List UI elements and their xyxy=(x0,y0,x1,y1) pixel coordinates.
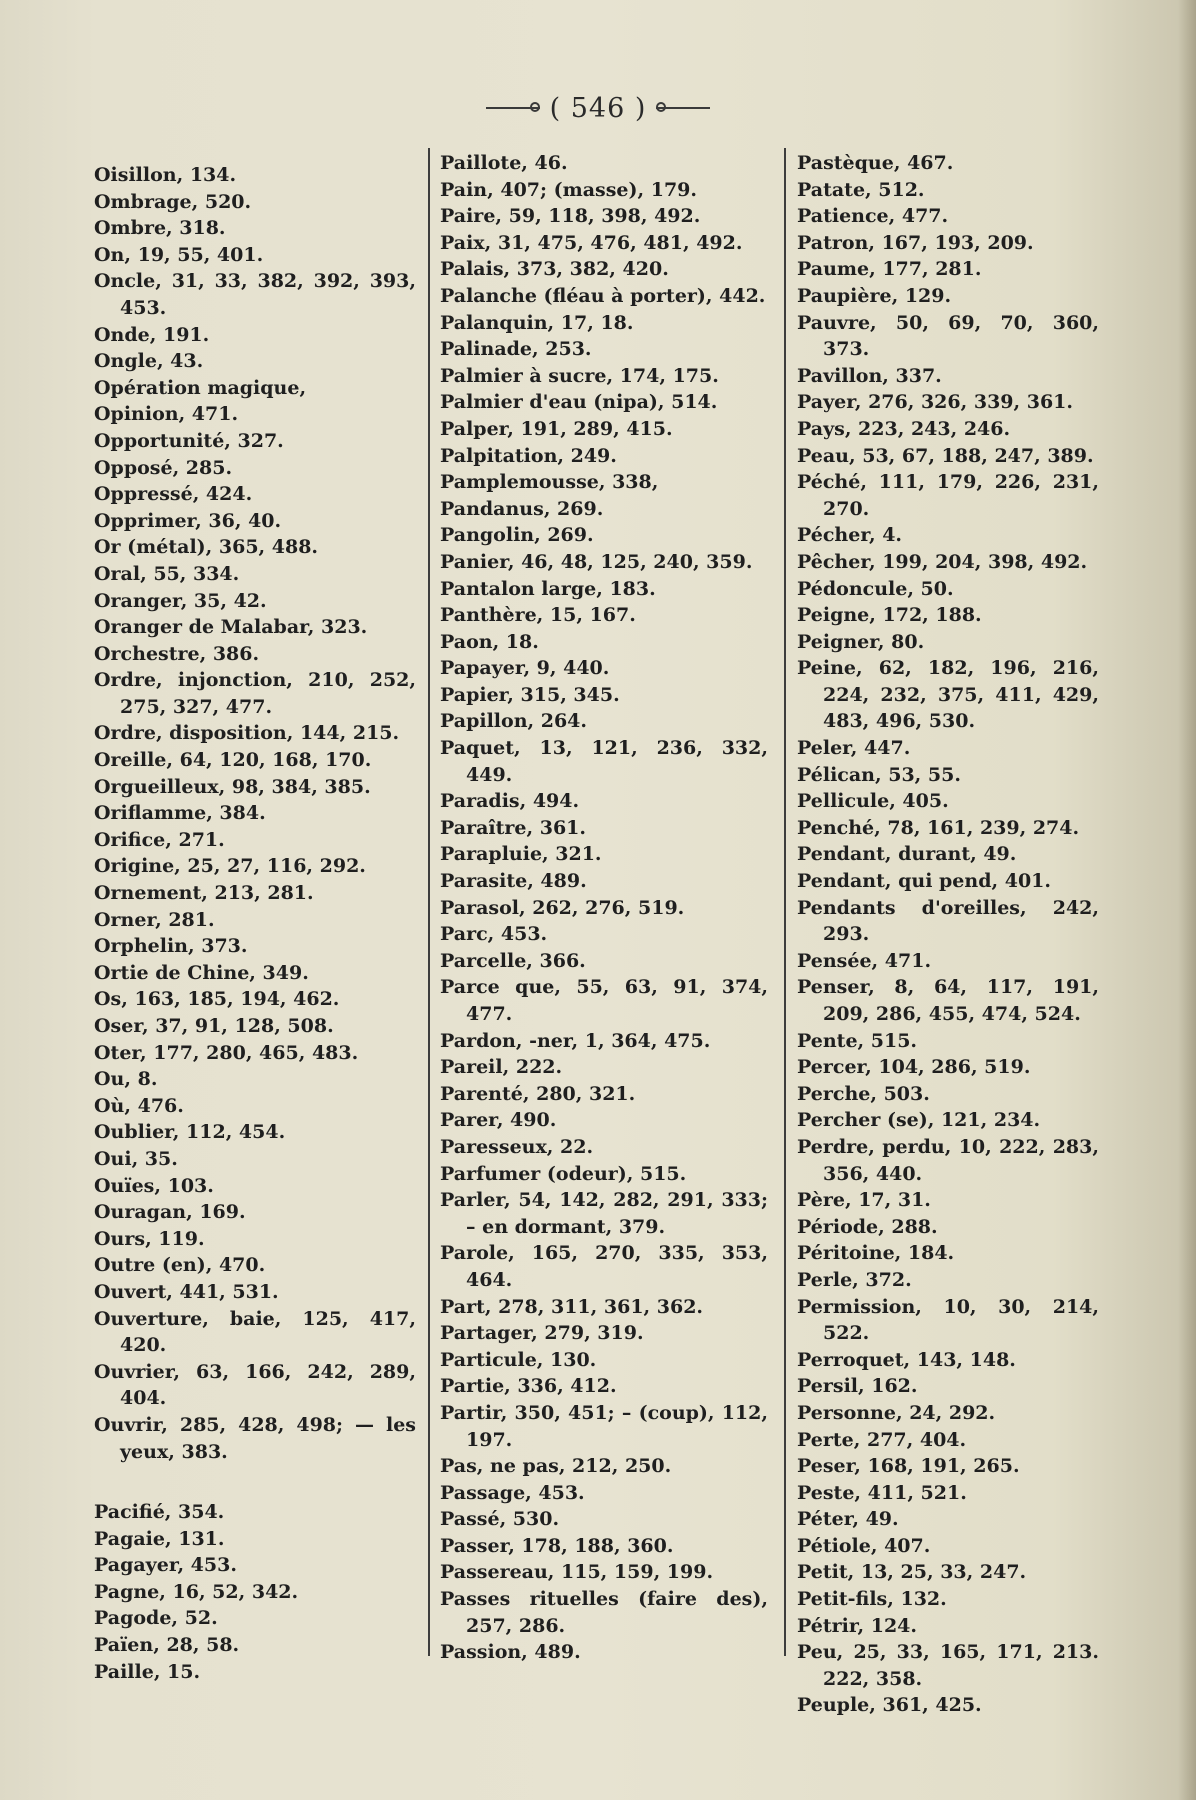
index-entry: Paresseux, 22. xyxy=(440,1135,594,1158)
index-entry: Ouïes, 103. xyxy=(94,1174,214,1197)
index-entry: Parfumer (odeur), 515. xyxy=(440,1162,687,1185)
index-column-2 xyxy=(440,150,768,1666)
index-entry: Paix, 31, 475, 476, 481, 492. xyxy=(440,231,743,254)
index-entry: Parler, 54, 142, 282, 291, 333; – en dormant, 379. xyxy=(440,1189,768,1238)
index-entry: Pas, ne pas, 212, 250. xyxy=(440,1455,672,1478)
index-entry: Peser, 168, 191, 265. xyxy=(797,1455,1020,1478)
index-entry: Péter, 49. xyxy=(797,1508,899,1531)
index-entry: Parapluie, 321. xyxy=(440,843,602,866)
index-entry: Paradis, 494. xyxy=(440,790,580,813)
index-entry: Oranger, 35, 42. xyxy=(94,589,267,612)
index-entry: Pensée, 471. xyxy=(797,949,932,972)
index-entry: Pastèque, 467. xyxy=(797,152,954,174)
index-entry: Palpitation, 249. xyxy=(440,444,617,467)
index-entry: Palinade, 253. xyxy=(440,338,592,361)
section-gap xyxy=(94,1465,416,1499)
index-entry: Palanche (fléau à porter), 442. xyxy=(440,284,766,307)
index-entry: Passer, 178, 188, 360. xyxy=(440,1534,674,1557)
index-entry: Pays, 223, 243, 246. xyxy=(797,417,1011,440)
index-entry: Peau, 53, 67, 188, 247, 389. xyxy=(797,444,1094,467)
index-entry: Pendants d'oreilles, 242, 293. xyxy=(797,896,1099,946)
index-entry: Oppressé, 424. xyxy=(94,483,253,506)
index-entry: Origine, 25, 27, 116, 292. xyxy=(94,855,366,878)
index-entry: Perte, 277, 404. xyxy=(797,1428,967,1451)
index-entry: Persil, 162. xyxy=(797,1375,918,1398)
index-entry: Passereau, 115, 159, 199. xyxy=(440,1561,714,1584)
index-entry: Ongle, 43. xyxy=(94,350,204,373)
index-entry: Petit, 13, 25, 33, 247. xyxy=(797,1561,1027,1584)
index-entry: Pantalon large, 183. xyxy=(440,577,656,600)
index-entry: Oter, 177, 280, 465, 483. xyxy=(94,1041,359,1064)
index-entry: Paon, 18. xyxy=(440,630,539,653)
index-entry: Pagaie, 131. xyxy=(94,1527,225,1550)
index-entry: Pendant, durant, 49. xyxy=(797,843,1017,866)
index-entry: Oranger de Malabar, 323. xyxy=(94,616,368,639)
index-entry: Orchestre, 386. xyxy=(94,642,260,665)
index-entry: Parer, 490. xyxy=(440,1109,557,1132)
index-entry: Pareil, 222. xyxy=(440,1056,563,1079)
index-entry: Peine, 62, 182, 196, 216, 224, 232, 375, 411, 429, 483, 496, 530. xyxy=(797,657,1099,733)
left-ornament-icon xyxy=(486,107,540,109)
index-entry: Ombre, 318. xyxy=(94,217,226,240)
index-entry: Partie, 336, 412. xyxy=(440,1375,617,1398)
index-entry: Personne, 24, 292. xyxy=(797,1401,996,1424)
index-entry: Orner, 281. xyxy=(94,908,215,931)
index-entry: Oublier, 112, 454. xyxy=(94,1121,286,1144)
index-entry: Pécher, 4. xyxy=(797,524,903,547)
index-entry: Penché, 78, 161, 239, 274. xyxy=(797,816,1080,839)
index-entry: Pavillon, 337. xyxy=(797,364,942,387)
index-entry: Pagayer, 453. xyxy=(94,1554,237,1577)
index-entry: Onde, 191. xyxy=(94,323,210,346)
index-entry: Pauvre, 50, 69, 70, 360, 373. xyxy=(797,311,1099,361)
index-entry: Patate, 512. xyxy=(797,178,925,201)
index-entry: Péché, 111, 179, 226, 231, 270. xyxy=(797,471,1099,520)
index-entry: Ortie de Chine, 349. xyxy=(94,961,309,984)
index-entry: Opportunité, 327. xyxy=(94,429,284,452)
index-entry: Ouverture, baie, 125, 417, 420. xyxy=(94,1307,416,1357)
index-entry: Passion, 489. xyxy=(440,1641,581,1664)
index-entry: Panthère, 15, 167. xyxy=(440,604,636,627)
index-entry: Ouvrier, 63, 166, 242, 289, 404. xyxy=(94,1360,416,1410)
index-entry: Os, 163, 185, 194, 462. xyxy=(94,988,340,1011)
index-entry: Peigne, 172, 188. xyxy=(797,604,982,627)
index-entry: Païen, 28, 58. xyxy=(94,1634,240,1657)
index-entry: Parasite, 489. xyxy=(440,870,587,893)
index-entry: Paille, 15. xyxy=(94,1660,201,1683)
index-entry: On, 19, 55, 401. xyxy=(94,243,264,266)
index-entry: Parenté, 280, 321. xyxy=(440,1082,636,1105)
index-entry: Peler, 447. xyxy=(797,737,911,760)
index-entry: Orifice, 271. xyxy=(94,828,225,851)
page-header xyxy=(0,88,1196,128)
index-entry: Palmier d'eau (nipa), 514. xyxy=(440,391,718,414)
index-entry: Perdre, perdu, 10, 222, 283, 356, 440. xyxy=(797,1135,1099,1185)
index-entry: Ordre, disposition, 144, 215. xyxy=(94,722,400,745)
index-entry: Peuple, 361, 425. xyxy=(797,1694,982,1717)
index-entry: Pélican, 53, 55. xyxy=(797,763,961,786)
index-entry: Petit-fils, 132. xyxy=(797,1588,947,1611)
index-column-1 xyxy=(94,162,416,1685)
index-entry: Pagode, 52. xyxy=(94,1607,218,1630)
index-entry: Parc, 453. xyxy=(440,923,548,946)
index-entry: Père, 17, 31. xyxy=(797,1189,931,1212)
index-entry: Pédoncule, 50. xyxy=(797,577,954,600)
index-entry: Oisillon, 134. xyxy=(94,164,237,186)
index-entry: Pandanus, 269. xyxy=(440,497,604,520)
index-entry: Paupière, 129. xyxy=(797,284,952,307)
index-entry: Peste, 411, 521. xyxy=(797,1481,967,1504)
index-entry: Ou, 8. xyxy=(94,1068,158,1091)
index-entry: Permission, 10, 30, 214, 522. xyxy=(797,1295,1099,1345)
index-entry: Percer, 104, 286, 519. xyxy=(797,1056,1031,1079)
index-entry: Ours, 119. xyxy=(94,1227,205,1250)
index-entry: Ouragan, 169. xyxy=(94,1201,246,1224)
index-entry: Pêcher, 199, 204, 398, 492. xyxy=(797,550,1088,573)
index-entry: Pangolin, 269. xyxy=(440,524,594,547)
index-entry: Pardon, -ner, 1, 364, 475. xyxy=(440,1029,711,1052)
index-entry: Or (métal), 365, 488. xyxy=(94,536,319,559)
index-entry: Oncle, 31, 33, 382, 392, 393, 453. xyxy=(94,270,416,319)
index-entry: Pente, 515. xyxy=(797,1029,918,1052)
index-entry: Palper, 191, 289, 415. xyxy=(440,417,673,440)
index-entry: Peigner, 80. xyxy=(797,630,925,653)
index-entry: Parole, 165, 270, 335, 353, 464. xyxy=(440,1242,768,1291)
index-entry: Parasol, 262, 276, 519. xyxy=(440,896,685,919)
index-entry: Percher (se), 121, 234. xyxy=(797,1109,1041,1132)
index-entry: Ouvrir, 285, 428, 498; — les yeux, 383. xyxy=(94,1413,416,1463)
index-entry: Ombrage, 520. xyxy=(94,190,252,213)
index-entry: Pellicule, 405. xyxy=(797,790,949,813)
index-entry: Panier, 46, 48, 125, 240, 359. xyxy=(440,550,753,573)
index-entry: Perle, 372. xyxy=(797,1268,912,1291)
index-entry: Opération magique, xyxy=(94,376,307,399)
index-column-3 xyxy=(797,150,1099,1719)
index-entry: Opinion, 471. xyxy=(94,403,239,426)
index-entry: Palanquin, 17, 18. xyxy=(440,311,634,334)
index-entry: Paume, 177, 281. xyxy=(797,258,982,281)
index-entry: Passes rituelles (faire des), 257, 286. xyxy=(440,1588,768,1637)
index-entry: Patron, 167, 193, 209. xyxy=(797,231,1034,254)
index-entry: Oui, 35. xyxy=(94,1147,178,1170)
index-entry: Papillon, 264. xyxy=(440,710,588,733)
index-entry: Pacifié, 354. xyxy=(94,1501,225,1524)
index-entry: Pétrir, 124. xyxy=(797,1614,918,1637)
index-entry: Oral, 55, 334. xyxy=(94,562,240,585)
index-entry: Orphelin, 373. xyxy=(94,935,248,958)
index-entry: Palmier à sucre, 174, 175. xyxy=(440,364,719,387)
index-entry: Particule, 130. xyxy=(440,1348,597,1371)
index-entry: Patience, 477. xyxy=(797,205,949,228)
index-entry: Paquet, 13, 121, 236, 332, 449. xyxy=(440,737,768,786)
index-entry: Pain, 407; (masse), 179. xyxy=(440,178,698,201)
column-rule xyxy=(784,148,786,1656)
right-ornament-icon xyxy=(656,107,710,109)
column-rule xyxy=(428,148,430,1656)
index-entry: Ornement, 213, 281. xyxy=(94,882,314,905)
index-entry: Papier, 315, 345. xyxy=(440,683,620,706)
index-entry: Paillote, 46. xyxy=(440,152,568,174)
index-entry: Péritoine, 184. xyxy=(797,1242,955,1265)
index-entry: Oreille, 64, 120, 168, 170. xyxy=(94,749,372,772)
index-entry: Part, 278, 311, 361, 362. xyxy=(440,1295,704,1318)
page-edge-shadow xyxy=(1178,0,1196,1800)
index-entry: Où, 476. xyxy=(94,1094,184,1117)
index-entry: Pendant, qui pend, 401. xyxy=(797,870,1052,893)
index-entry: Pamplemousse, 338, xyxy=(440,471,659,494)
index-entry: Opposé, 285. xyxy=(94,456,233,479)
index-entry: Période, 288. xyxy=(797,1215,938,1238)
index-entry: Penser, 8, 64, 117, 191, 209, 286, 455, 474, 524. xyxy=(797,976,1099,1025)
index-entry: Oriflamme, 384. xyxy=(94,802,266,825)
index-entry: Pétiole, 407. xyxy=(797,1534,931,1557)
index-entry: Passage, 453. xyxy=(440,1481,585,1504)
index-entry: Parce que, 55, 63, 91, 374, 477. xyxy=(440,976,768,1025)
page-number: ( 546 ) xyxy=(549,92,647,124)
index-entry: Peu, 25, 33, 165, 171, 213. 222, 358. xyxy=(797,1641,1099,1690)
index-entry: Oser, 37, 91, 128, 508. xyxy=(94,1015,334,1037)
index-entry: Paraître, 361. xyxy=(440,816,587,839)
index-entry: Partir, 350, 451; – (coup), 112, 197. xyxy=(440,1401,768,1451)
index-entry: Papayer, 9, 440. xyxy=(440,657,610,680)
index-entry: Perche, 503. xyxy=(797,1082,930,1105)
index-entry: Parcelle, 366. xyxy=(440,949,586,972)
index-entry: Palais, 373, 382, 420. xyxy=(440,258,669,281)
index-entry: Payer, 276, 326, 339, 361. xyxy=(797,391,1074,414)
index-entry: Paire, 59, 118, 398, 492. xyxy=(440,205,701,228)
index-entry: Pagne, 16, 52, 342. xyxy=(94,1580,299,1603)
index-entry: Perroquet, 143, 148. xyxy=(797,1348,1016,1371)
index-entry: Passé, 530. xyxy=(440,1508,560,1531)
index-entry: Outre (en), 470. xyxy=(94,1254,266,1277)
index-entry: Partager, 279, 319. xyxy=(440,1322,644,1345)
index-entry: Ouvert, 441, 531. xyxy=(94,1280,279,1303)
index-entry: Orgueilleux, 98, 384, 385. xyxy=(94,775,371,798)
index-entry: Ordre, injonction, 210, 252, 275, 327, 477. xyxy=(94,669,416,718)
index-entry: Opprimer, 36, 40. xyxy=(94,509,282,532)
